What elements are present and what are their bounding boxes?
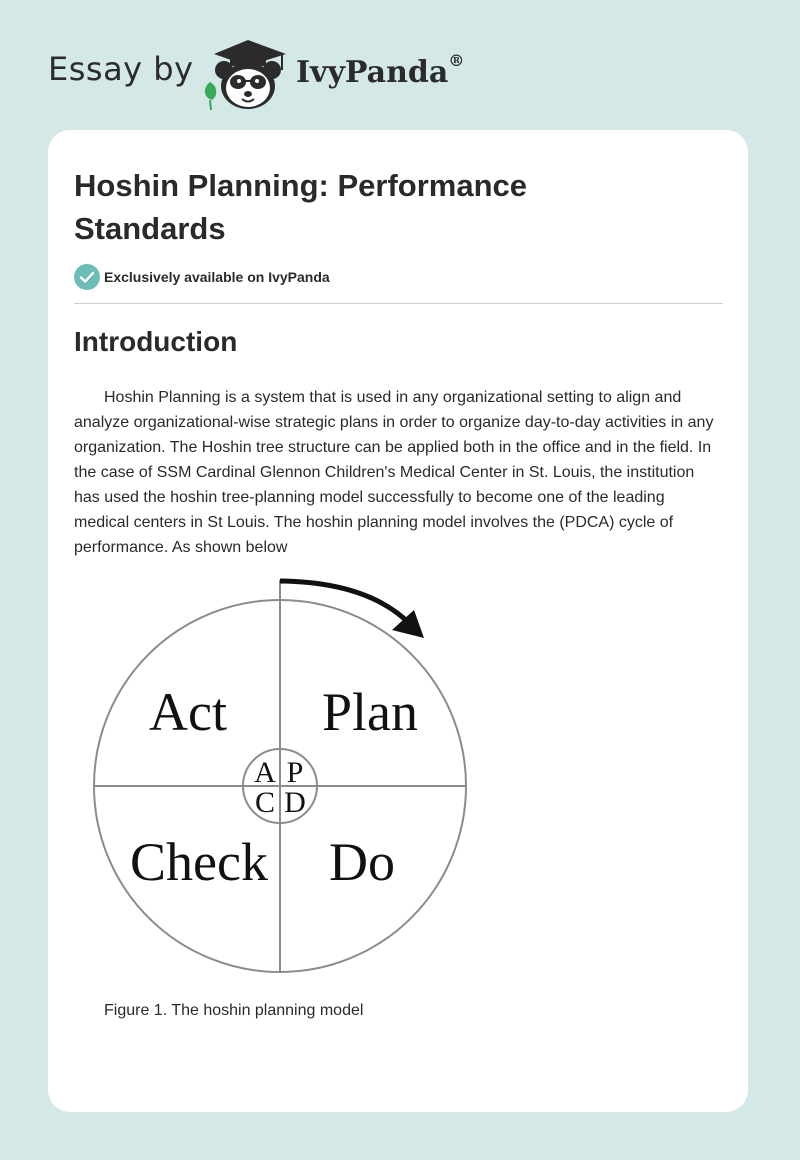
- pdca-diagram: [88, 570, 478, 980]
- quadrant-check: Check: [130, 832, 268, 892]
- figure-caption: Figure 1. The hoshin planning model: [104, 1002, 364, 1019]
- quadrant-do: Do: [329, 832, 395, 892]
- page-title: Hoshin Planning: Performance Standards: [74, 168, 528, 246]
- panda-logo-icon[interactable]: [200, 36, 292, 112]
- center-d: D: [284, 786, 306, 819]
- brand-name[interactable]: IvyPanda®: [296, 51, 465, 90]
- registered-mark: ®: [448, 51, 465, 70]
- center-p: P: [286, 756, 304, 789]
- essay-by-label: Essay by: [48, 50, 194, 88]
- check-circle-icon: [74, 264, 100, 290]
- center-c: C: [254, 786, 276, 819]
- section-heading: Introduction: [74, 326, 238, 357]
- quadrant-plan: Plan: [321, 682, 419, 742]
- intro-paragraph: Hoshin Planning is a system that is used in any organizational setting to align and analyze organizational-wise strategic plans in order to organize day-to-day activities in any organization. The Hoshin tree structure can be applied both in the office and in the field. In the case of SSM Cardinal Glennon Children's Medical Center in St. Louis, the institution has used the hoshin tree-planning model successfully to become one of the leading medical centers in St Louis. The hoshin planning model involves the (PDCA) cycle of performance. As shown below: [74, 389, 714, 556]
- article-card: [48, 130, 748, 1112]
- leaf-icon: [205, 82, 216, 110]
- center-a: A: [254, 756, 276, 789]
- site-header: [0, 0, 800, 130]
- badge-text: Exclusively available on IvyPanda: [104, 269, 330, 285]
- exclusive-badge: [74, 264, 330, 290]
- quadrant-act: Act: [149, 682, 227, 742]
- divider: [74, 303, 723, 304]
